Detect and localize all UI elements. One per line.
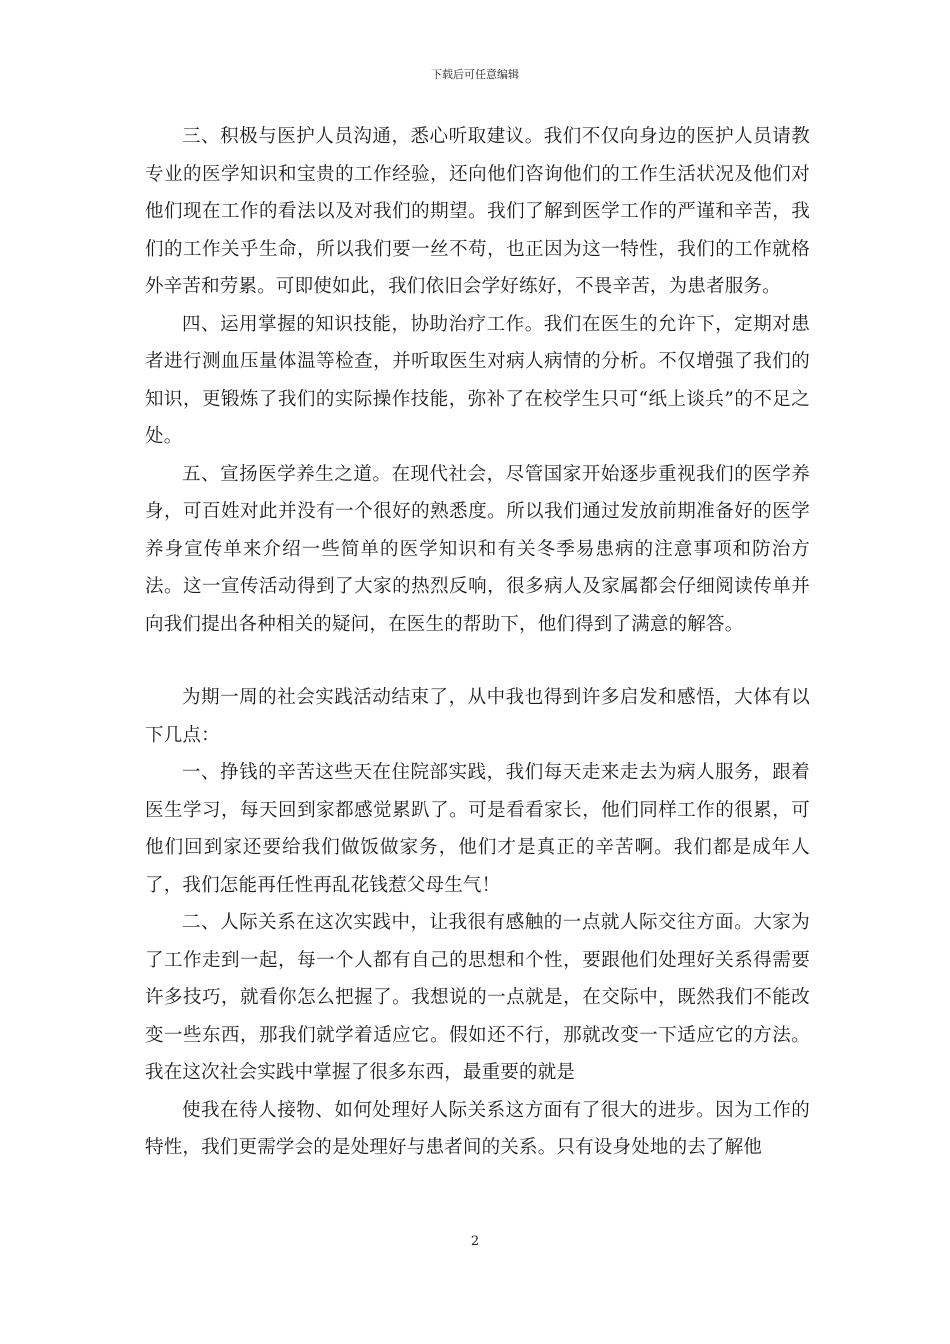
paragraph-health-promotion: 五、宣扬医学养生之道。在现代社会，尽管国家开始逐步重视我们的医学养身，可百姓对此并没有一个很好的熟悉度。所以我们通过发放前期准备好的医学养身宣传单来介绍一些简单的医学知识和有关冬季易患病的注意事项和防治方法。这一宣传活动得到了大家的热烈反响，很多病人及家属都会仔细阅读传单并向我们提出各种相关的疑问，在医生的帮助下，他们得到了满意的解答。 (145, 463, 810, 635)
paragraph-hardship: 一、挣钱的辛苦这些天在住院部实践，我们每天走来走去为病人服务，跟着医生学习，每天回到家都感觉累趴了。可是看看家长，他们同样工作的很累，可他们回到家还要给我们做饭做家务，他们才是真正的辛苦啊。我们都是成年人了，我们怎能再任性再乱花钱惹父母生气！ (145, 762, 810, 896)
paragraph-relationships: 二、人际关系在这次实践中，让我很有感触的一点就人际交往方面。大家为了工作走到一起，每一个人都有自己的思想和个性，要跟他们处理好关系得需要许多技巧，就看你怎么把握了。我想说的一点就是，在交际中，既然我们不能改变一些东西，那我们就学着适应它。假如还不行，那就改变一下适应它的方法。我在这次社会实践中掌握了很多东西，最重要的就是 (145, 912, 810, 1083)
paragraph-treatment: 四、运用掌握的知识技能，协助治疗工作。我们在医生的允许下，定期对患者进行测血压量体温等检查，并听取医生对病人病情的分析。不仅增强了我们的知识，更锻炼了我们的实际操作技能，弥补了在校学生只可“纸上谈兵”的不足之处。 (145, 313, 810, 447)
paragraph-summary-intro: 为期一周的社会实践活动结束了，从中我也得到许多启发和感悟，大体有以下几点： (145, 687, 810, 746)
paragraph-communication: 三、积极与医护人员沟通，悉心听取建议。我们不仅向身边的医护人员请教专业的医学知识和宝贵的工作经验，还向他们咨询他们的工作生活状况及他们对他们现在工作的看法以及对我们的期望。我们了解到医学工作的严谨和辛苦，我们的工作关乎生命，所以我们要一丝不苟，也正因为这一特性，我们的工作就格外辛苦和劳累。可即使如此，我们依旧会学好练好，不畏辛苦，为患者服务。 (145, 126, 810, 297)
page-header-note: 下载后可任意编辑 (431, 68, 519, 81)
page-number: 2 (470, 1234, 480, 1249)
document-body (145, 118, 810, 1167)
paragraph-progress: 使我在待人接物、如何处理好人际关系这方面有了很大的进步。因为工作的特性，我们更需学会的是处理好与患者间的关系。只有设身处地的去了解他 (145, 1099, 810, 1158)
